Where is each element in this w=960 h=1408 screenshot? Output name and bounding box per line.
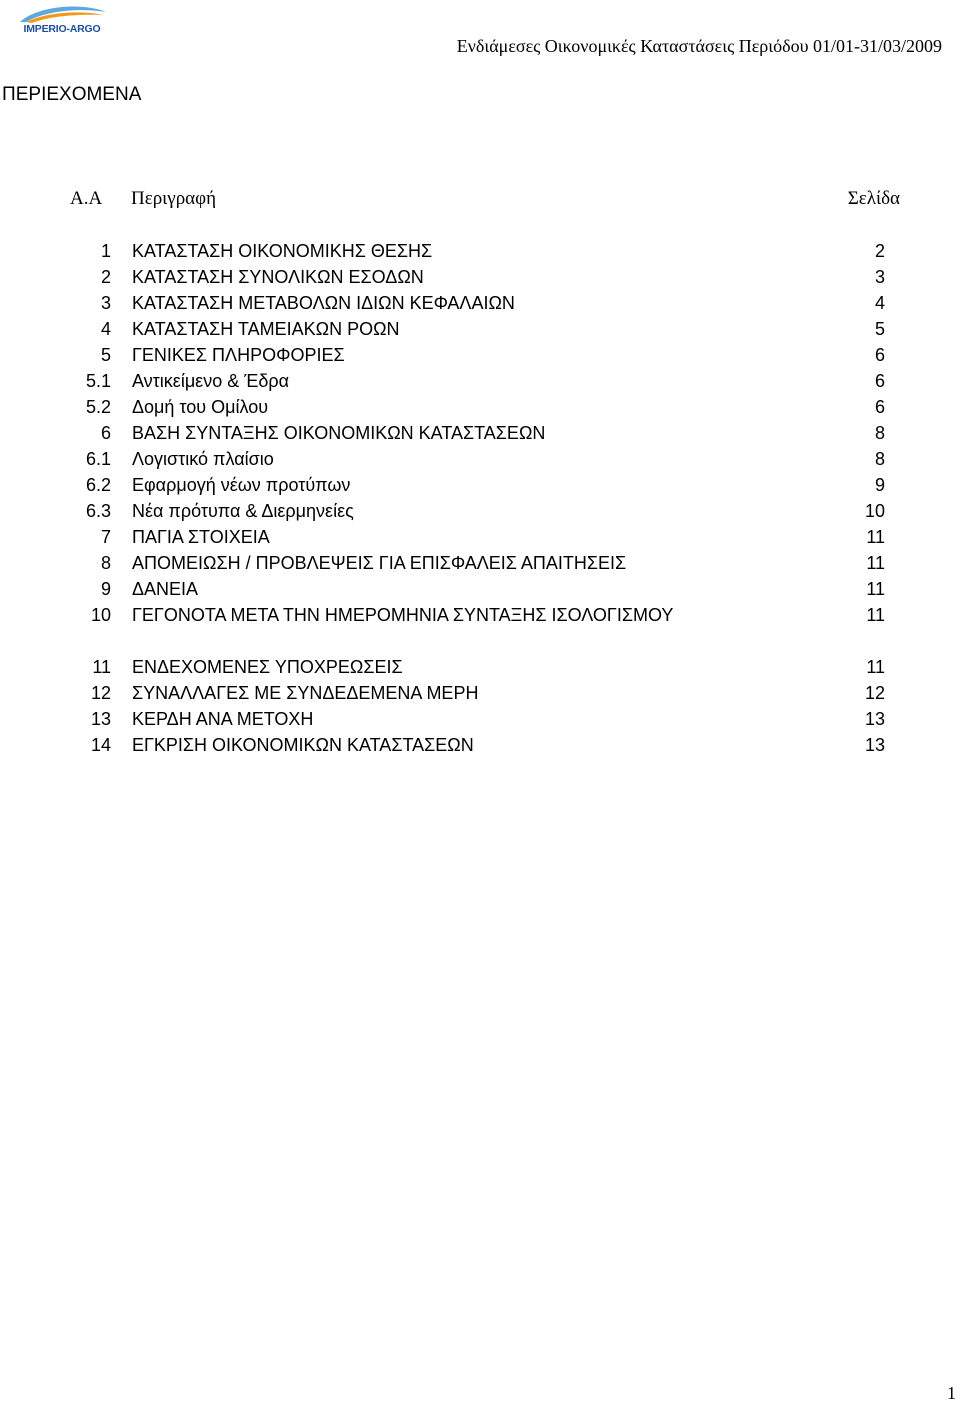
toc-entry-title: ΚΑΤΑΣΤΑΣΗ ΜΕΤΑΒΟΛΩΝ ΙΔΙΩΝ ΚΕΦΑΛΑΙΩΝ bbox=[132, 293, 515, 313]
toc-entry-number: 1 bbox=[100, 241, 111, 261]
toc-entry bbox=[0, 290, 960, 316]
toc-entry-page: 12 bbox=[864, 683, 885, 703]
toc-entry-title: ΔΑΝΕΙΑ bbox=[132, 579, 199, 599]
toc-entry-number: 6.3 bbox=[85, 501, 111, 521]
toc-number-column-header: Α.Α bbox=[70, 188, 103, 209]
toc-entry bbox=[0, 576, 960, 602]
table-of-contents bbox=[0, 238, 960, 758]
toc-entry-page: 11 bbox=[866, 657, 885, 677]
toc-entry-number: 6 bbox=[100, 423, 111, 443]
toc-entry-number: 9 bbox=[100, 579, 111, 599]
toc-entry bbox=[0, 602, 960, 654]
toc-entry-number: 2 bbox=[100, 267, 111, 287]
toc-entry-page: 2 bbox=[874, 241, 885, 261]
logo-text: IMPERIO-ARGO bbox=[23, 23, 101, 35]
toc-entry-page: 11 bbox=[866, 605, 885, 625]
toc-entry bbox=[0, 732, 960, 758]
toc-entry bbox=[0, 316, 960, 342]
document-title: Ενδιάμεσες Οικονομικές Καταστάσεις Περιόδου 01/01-31/03/2009 bbox=[456, 36, 942, 56]
toc-entry bbox=[0, 394, 960, 420]
toc-entry-title: Αντικείμενο & Έδρα bbox=[132, 371, 290, 391]
toc-entry bbox=[0, 264, 960, 290]
toc-entry-number: 13 bbox=[90, 709, 111, 729]
toc-entry-page: 11 bbox=[866, 553, 885, 573]
toc-entry-number: 10 bbox=[90, 605, 111, 625]
toc-entry-page: 3 bbox=[874, 267, 885, 287]
toc-entry-page: 8 bbox=[874, 423, 885, 443]
toc-entry-title: ΕΓΚΡΙΣΗ ΟΙΚΟΝΟΜΙΚΩΝ ΚΑΤΑΣΤΑΣΕΩΝ bbox=[132, 735, 474, 755]
toc-entry bbox=[0, 550, 960, 576]
page-number: 1 bbox=[947, 1383, 956, 1403]
toc-entry-page: 9 bbox=[874, 475, 885, 495]
toc-entry-number: 7 bbox=[100, 527, 111, 547]
toc-entry-number: 6.1 bbox=[85, 449, 111, 469]
toc-entry-title: ΣΥΝΑΛΛΑΓΕΣ ΜΕ ΣΥΝΔΕΔΕΜΕΝΑ ΜΕΡΗ bbox=[132, 683, 479, 703]
toc-entry-page: 5 bbox=[874, 319, 885, 339]
toc-entry-title: Εφαρμογή νέων προτύπων bbox=[132, 475, 351, 495]
toc-entry-title: ΓΕΝΙΚΕΣ ΠΛΗΡΟΦΟΡΙΕΣ bbox=[132, 345, 345, 365]
toc-entry-page: 6 bbox=[874, 345, 885, 365]
toc-entry bbox=[0, 238, 960, 264]
toc-entry bbox=[0, 342, 960, 368]
company-logo bbox=[12, 4, 112, 36]
toc-entry bbox=[0, 680, 960, 706]
toc-entry-title: ΚΕΡΔΗ ΑΝΑ ΜΕΤΟΧΗ bbox=[132, 709, 314, 729]
toc-entry-title: ΒΑΣΗ ΣΥΝΤΑΞΗΣ ΟΙΚΟΝΟΜΙΚΩΝ ΚΑΤΑΣΤΑΣΕΩΝ bbox=[132, 423, 546, 443]
contents-heading: ΠΕΡΙΕΧΟΜΕΝΑ bbox=[2, 84, 142, 105]
toc-entry-number: 5.1 bbox=[85, 371, 111, 391]
toc-entry-number: 5 bbox=[100, 345, 111, 365]
toc-entry-page: 6 bbox=[874, 371, 885, 391]
toc-entry-title: Λογιστικό πλαίσιο bbox=[132, 449, 274, 469]
toc-entry-page: 8 bbox=[874, 449, 885, 469]
toc-entry bbox=[0, 498, 960, 524]
toc-entry-page: 4 bbox=[874, 293, 885, 313]
toc-entry bbox=[0, 654, 960, 680]
toc-entry bbox=[0, 472, 960, 498]
toc-entry bbox=[0, 524, 960, 550]
toc-entry-number: 3 bbox=[100, 293, 111, 313]
toc-entry-title: ΚΑΤΑΣΤΑΣΗ ΣΥΝΟΛΙΚΩΝ ΕΣΟΔΩΝ bbox=[132, 267, 424, 287]
toc-entry bbox=[0, 368, 960, 394]
toc-entry-number: 6.2 bbox=[85, 475, 111, 495]
toc-entry-number: 8 bbox=[100, 553, 111, 573]
toc-entry-number: 14 bbox=[90, 735, 111, 755]
toc-entry-page: 13 bbox=[864, 709, 885, 729]
toc-entry-page: 13 bbox=[864, 735, 885, 755]
toc-entry-number: 11 bbox=[92, 657, 111, 677]
toc-entry-number: 5.2 bbox=[85, 397, 111, 417]
toc-entry bbox=[0, 706, 960, 732]
toc-entry-number: 4 bbox=[100, 319, 111, 339]
toc-entry-title: ΠΑΓΙΑ ΣΤΟΙΧΕΙΑ bbox=[132, 527, 270, 547]
toc-entry bbox=[0, 420, 960, 446]
toc-entry-title: Νέα πρότυπα & Διερμηνείες bbox=[132, 501, 354, 521]
toc-page-column-header: Σελίδα bbox=[847, 188, 900, 209]
toc-entry-title: ΕΝΔΕΧΟΜΕΝΕΣ ΥΠΟΧΡΕΩΣΕΙΣ bbox=[132, 657, 403, 677]
toc-entry-title: ΚΑΤΑΣΤΑΣΗ ΟΙΚΟΝΟΜΙΚΗΣ ΘΕΣΗΣ bbox=[132, 241, 433, 261]
toc-entry-title: ΑΠΟΜΕΙΩΣΗ / ΠΡΟΒΛΕΨΕΙΣ ΓΙΑ ΕΠΙΣΦΑΛΕΙΣ ΑΠΑΙΤΗΣΕΙΣ bbox=[132, 553, 627, 573]
toc-entry-page: 6 bbox=[874, 397, 885, 417]
toc-entry-title: Δομή του Ομίλου bbox=[132, 397, 269, 417]
toc-entry-title: ΓΕΓΟΝΟΤΑ ΜΕΤΑ ΤΗΝ ΗΜΕΡΟΜΗΝΙΑ ΣΥΝΤΑΞΗΣ ΙΣΟΛΟΓΙΣΜΟΥ bbox=[132, 605, 674, 625]
toc-entry-page: 11 bbox=[866, 579, 885, 599]
toc-entry-page: 11 bbox=[866, 527, 885, 547]
toc-entry-page: 10 bbox=[864, 501, 885, 521]
toc-entry bbox=[0, 446, 960, 472]
toc-description-column-header: Περιγραφή bbox=[131, 188, 217, 209]
toc-entry-number: 12 bbox=[90, 683, 111, 703]
toc-entry-title: ΚΑΤΑΣΤΑΣΗ ΤΑΜΕΙΑΚΩΝ ΡΟΩΝ bbox=[132, 319, 400, 339]
